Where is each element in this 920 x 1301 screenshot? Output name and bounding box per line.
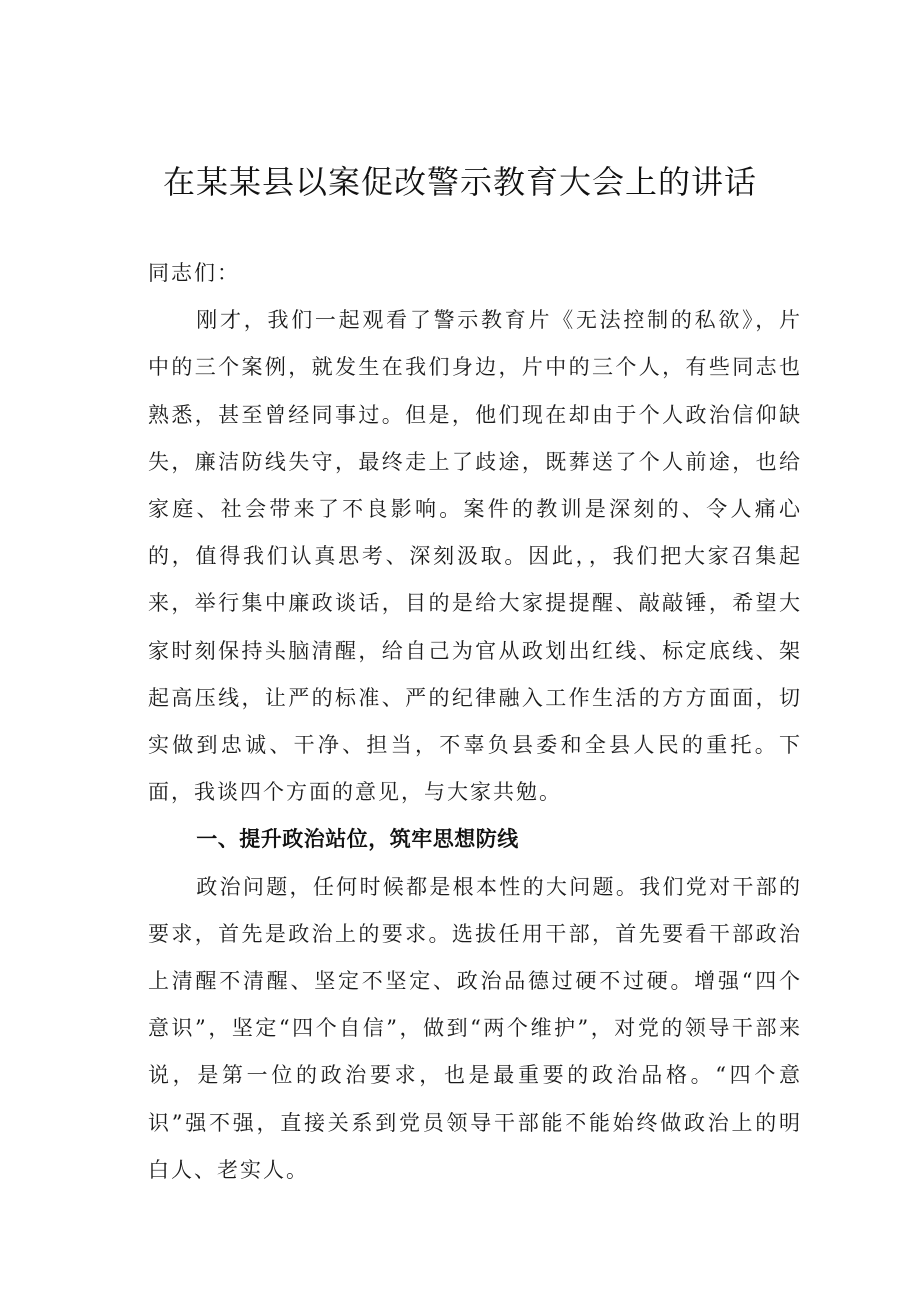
document-body xyxy=(148,250,802,1194)
salutation: 同志们： xyxy=(148,261,240,285)
section-heading: 一、提升政治站位，筑牢思想防线 xyxy=(196,827,519,852)
section-paragraph: 政治问题，任何时候都是根本性的大问题。我们党对干部的要求，首先是政治上的要求。选拔任用干部，首先要看干部政治上清醒不清醒、坚定不坚定、政治品德过硬不过硬。增强“四个意识”，坚定“四个自信”，做到“两个维护”，对党的领导干部来说，是第一位的政治要求，也是最重要的政治品格。“四个意识”强不强，直接关系到党员领导干部能不能始终做政治上的明白人、老实人。 xyxy=(148,874,802,1182)
opening-paragraph: 刚才，我们一起观看了警示教育片《无法控制的私欲》，片中的三个案例，就发生在我们身边，片中的三个人，有些同志也熟悉，甚至曾经同事过。但是，他们现在却由于个人政治信仰缺失，廉洁防线失守，最终走上了歧途，既葬送了个人前途，也给家庭、社会带来了不良影响。案件的教训是深刻的、令人痛心的，值得我们认真思考、深刻汲取。因此，，我们把大家召集起来，举行集中廉政谈话，目的是给大家提提醒、敲敲锤，希望大家时刻保持头脑清醒，给自己为官从政划出红线、标定底线、架起高压线，让严的标准、严的纪律融入工作生活的方方面面，切实做到忠诚、干净、担当，不辜负县委和全县人民的重托。下面，我谈四个方面的意见，与大家共勉。 xyxy=(148,308,802,805)
document-title: 在某某县以案促改警示教育大会上的讲话 xyxy=(162,163,757,201)
